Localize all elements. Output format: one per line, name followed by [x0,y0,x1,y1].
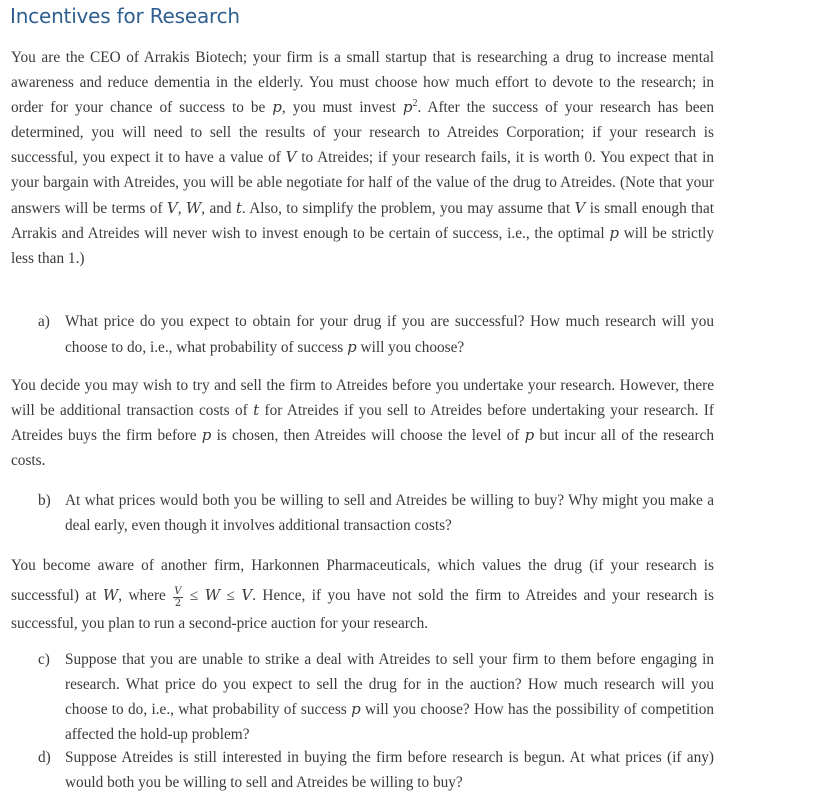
question-a-text-2: will you choose? [356,338,465,356]
paragraph-3-text-1: You become aware of another firm, Harkonnen Pharmaceuticals, which values the drug (if your research is successful) at [11,557,714,604]
question-c-text-1: Suppose that you are unable to strike a deal with Atreides to sell your firm to them before engaging in research. What price do you expect to sell the drug for in the auction? How much research will you choose to do, i.e., what probability of success [65,651,714,719]
math-exponent: 2 [412,98,418,110]
math-var-p: p [272,98,282,117]
math-var-p: p [201,426,212,445]
fraction-v-over-2 [173,586,182,609]
intro-text-7: . Also, to simplify the problem, you may assume that [241,199,575,217]
math-var-V: V [285,148,297,167]
math-var-t: t [235,198,242,217]
paragraph-3-text-3: . Hence, if you have not sold the firm to Atreides and your research is successful, you plan to run a second-price auction for your research. [11,586,715,632]
question-c [65,648,714,747]
fraction-denominator: 2 [174,597,182,609]
intro-text-8: is small enough that Arrakis and Atreides will never wish to invest enough to be certain of success, i.e., the optimal [11,199,714,242]
paragraph-2-text-1: You decide you may wish to try and sell the firm to Atreides before you undertake your research. However, there will be additional transaction costs of [11,377,714,420]
question-b-marker: b) [38,492,51,509]
question-a-marker: a) [38,313,50,330]
question-c-marker: c) [38,651,50,668]
math-var-W: W [102,585,119,604]
math-var-p: p [402,98,413,117]
transaction-cost-paragraph [11,373,714,473]
math-var-V: V [574,198,586,217]
paragraph-2-text-3: is chosen, then Atreides will choose the level of [211,427,525,445]
question-d: Suppose Atreides is still interested in buying the firm before research is begun. At what prices (if any) would both you be willing to sell and Atreides be willing to buy? [65,749,714,791]
intro-text-3: . After the success of your research has been determined, you will need to sell the results of your research to Atreides Corporation; if your research is successful, you expect it to have a value of [11,99,714,167]
math-le-sign: ≤ [220,586,242,604]
fraction-numerator: V [174,585,182,597]
math-var-t: t [253,401,260,420]
paragraph-2-text-4: but incur all of the research costs. [11,427,714,470]
question-b: At what prices would both you be willing to sell and Atreides be willing to buy? Why might you make a deal early, even though it involves additional transaction costs? [65,492,714,534]
intro-text-1: You are the CEO of Arrakis Biotech; your firm is a small startup that is researching a drug to increase mental awareness and reduce dementia in the elderly. You must choose how much effort to devote to the research; in order for your chance of success to be [11,49,714,117]
math-var-p: p [609,223,619,242]
competition-paragraph [11,552,714,639]
math-var-W: W [204,585,221,604]
intro-paragraph [11,45,714,271]
intro-text-6: , and [201,199,236,217]
math-var-p: p [347,337,357,356]
intro-text-5: , [177,199,186,217]
math-var-p: p [351,700,361,719]
question-a-text-1: What price do you expect to obtain for your drug if you are successful? How much research will you choose to do, i.e., what probability of success [65,313,714,356]
paragraph-3-text-2: , where [118,586,173,604]
paragraph-2-text-2: for Atreides if you sell to Atreides before undertaking your research. If Atreides buys the firm before [11,402,714,445]
question-a [65,310,714,360]
page-title: Incentives for Research [10,4,240,28]
math-var-V: V [241,585,253,604]
math-var-p: p [524,426,535,445]
question-c-text-2: will you choose? How has the possibility of competition affected the hold-up problem? [65,701,714,743]
math-var-W: W [185,198,202,217]
intro-text-2: , you must invest [281,99,403,117]
intro-text-4: to Atreides; if your research fails, it is worth 0. You expect that in your bargain with Atreides, you will be able negotiate for half of the value of the drug to Atreides. (Note that your answers will be terms of [11,149,715,217]
math-var-V: V [166,198,178,217]
math-le-sign: ≤ [183,586,205,604]
intro-text-9: will be strictly less than 1.) [11,224,714,267]
question-d-marker: d) [38,749,51,766]
